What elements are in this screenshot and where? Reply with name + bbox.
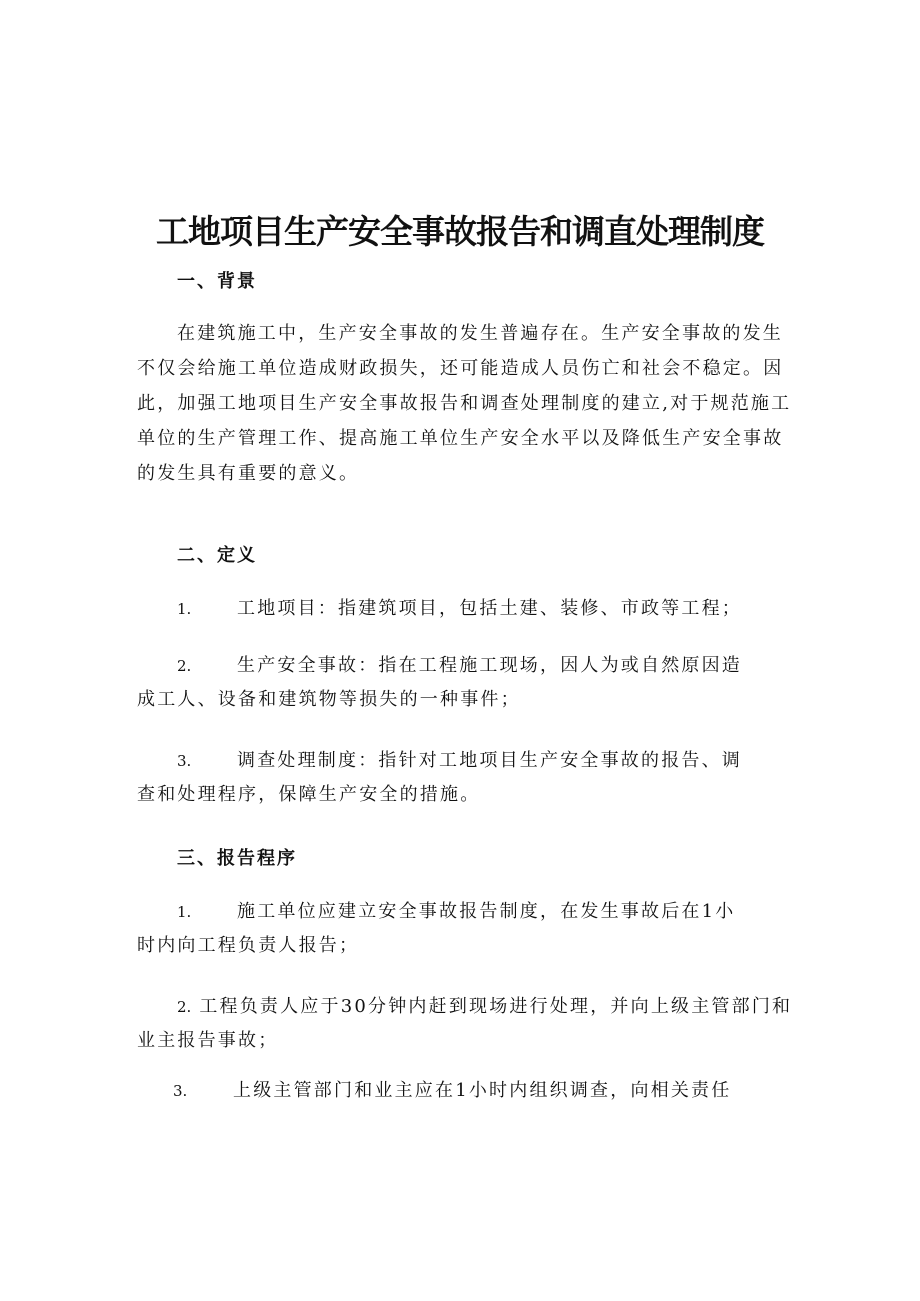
definition-item: [137, 643, 797, 723]
section-heading-background: 一、背景: [177, 271, 257, 292]
document-title: 工地项目生产安全事故报告和调直处理制度: [156, 212, 764, 251]
background-paragraph: 在建筑施工中，生产安全事故的发生普遍存在。生产安全事故的发生不仅会给施工单位造成财政损失，还可能造成人员伤亡和社会不稳定。因此，加强工地项目生产安全事故报告和调查处理制度的建立,对于规范施工单位的生产管理工作、提高施工单位生产安全水平以及降低生产安全事故的发生具有重要的意义。: [137, 323, 792, 484]
item-number: 2.: [177, 998, 192, 1016]
item-text-continuation: 成工人、设备和建筑物等损失的一种事件；: [137, 689, 521, 710]
item-number: 1.: [177, 600, 192, 618]
item-text-continuation: 时内向工程负责人报告；: [137, 935, 360, 956]
item-text: 施工单位应建立安全事故报告制度，在发生事故后在1小: [237, 901, 736, 922]
item-number: 3.: [177, 752, 192, 770]
section-heading-definitions: 二、定义: [177, 545, 257, 566]
item-text-continuation: 业主报告事故；: [137, 1030, 279, 1051]
item-number: 3.: [173, 1082, 188, 1100]
procedure-item: [137, 984, 807, 1064]
item-text: 上级主管部门和业主应在1小时内组织调查，向相关责任: [233, 1080, 732, 1101]
item-text: 调查处理制度：指针对工地项目生产安全事故的报告、调: [237, 750, 742, 771]
procedure-item: [137, 1068, 797, 1114]
item-text: 工地项目：指建筑项目，包括土建、装修、市政等工程；: [237, 598, 742, 619]
procedure-item: [137, 889, 797, 969]
item-number: 2.: [177, 657, 192, 675]
definition-item: [137, 586, 797, 632]
item-text: 生产安全事故：指在工程施工现场，因人为或自然原因造: [237, 655, 742, 676]
item-text-continuation: 查和处理程序，保障生产安全的措施。: [137, 784, 481, 805]
section-heading-report-procedure: 三、报告程序: [177, 848, 297, 869]
item-number: 1.: [177, 903, 192, 921]
item-text: 工程负责人应于30分钟内赶到现场进行处理，并向上级主管部门和: [199, 996, 793, 1017]
definition-item: [137, 738, 797, 818]
